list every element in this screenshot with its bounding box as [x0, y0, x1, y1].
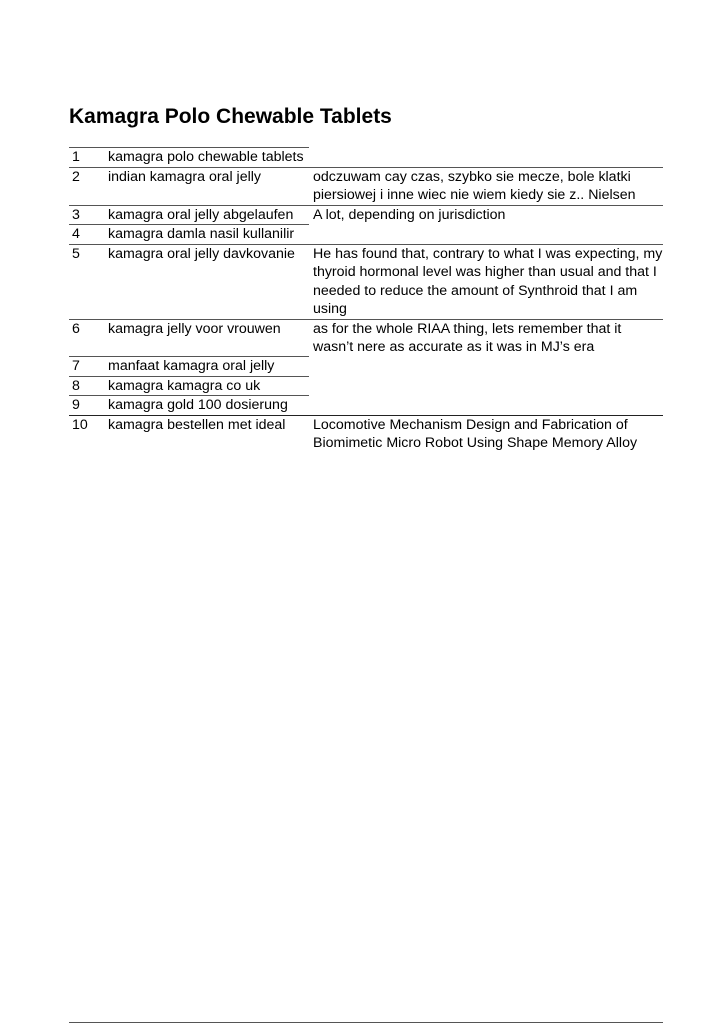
- table-row: [69, 376, 663, 396]
- row-number: 2: [69, 167, 104, 205]
- footer-divider: [69, 1022, 663, 1023]
- content-table: [69, 147, 663, 453]
- row-number: 1: [69, 148, 104, 168]
- page-title: Kamagra Polo Chewable Tablets: [69, 105, 392, 128]
- row-number: 8: [69, 376, 104, 396]
- table-row: [69, 396, 663, 416]
- table-row: [69, 244, 663, 319]
- row-term: kamagra bestellen met ideal: [104, 415, 309, 453]
- row-number: 9: [69, 396, 104, 416]
- row-description: A lot, depending on jurisdiction: [309, 205, 663, 225]
- row-description: [309, 148, 663, 168]
- table-row: [69, 319, 663, 357]
- table-row: [69, 415, 663, 453]
- row-description: odczuwam cay czas, szybko sie mecze, bole klatki piersiowej i inne wiec nie wiem kiedy sie z.. Nielsen: [309, 167, 663, 205]
- row-description: [309, 357, 663, 377]
- table-row: [69, 225, 663, 245]
- table-row: [69, 167, 663, 205]
- row-term: kamagra jelly voor vrouwen: [104, 319, 309, 357]
- table-row: [69, 357, 663, 377]
- row-number: 4: [69, 225, 104, 245]
- table-row: [69, 205, 663, 225]
- row-term: kamagra damla nasil kullanilir: [104, 225, 309, 245]
- row-term: kamagra oral jelly abgelaufen: [104, 205, 309, 225]
- row-description: He has found that, contrary to what I was expecting, my thyroid hormonal level was higher than usual and that I needed to reduce the amount of Synthroid that I am using: [309, 244, 663, 319]
- row-number: 3: [69, 205, 104, 225]
- row-description: Locomotive Mechanism Design and Fabrication of Biomimetic Micro Robot Using Shape Memory Alloy: [309, 415, 663, 453]
- row-description: [309, 225, 663, 245]
- row-number: 6: [69, 319, 104, 357]
- row-description: as for the whole RIAA thing, lets remember that it wasn’t nere as accurate as it was in MJ’s era: [309, 319, 663, 357]
- row-term: kamagra gold 100 dosierung: [104, 396, 309, 416]
- row-number: 7: [69, 357, 104, 377]
- table-row: [69, 148, 663, 168]
- row-term: manfaat kamagra oral jelly: [104, 357, 309, 377]
- row-term: kamagra kamagra co uk: [104, 376, 309, 396]
- row-term: kamagra oral jelly davkovanie: [104, 244, 309, 319]
- row-term: indian kamagra oral jelly: [104, 167, 309, 205]
- row-number: 10: [69, 415, 104, 453]
- row-description: [309, 376, 663, 396]
- row-term: kamagra polo chewable tablets: [104, 148, 309, 168]
- row-description: [309, 396, 663, 416]
- row-number: 5: [69, 244, 104, 319]
